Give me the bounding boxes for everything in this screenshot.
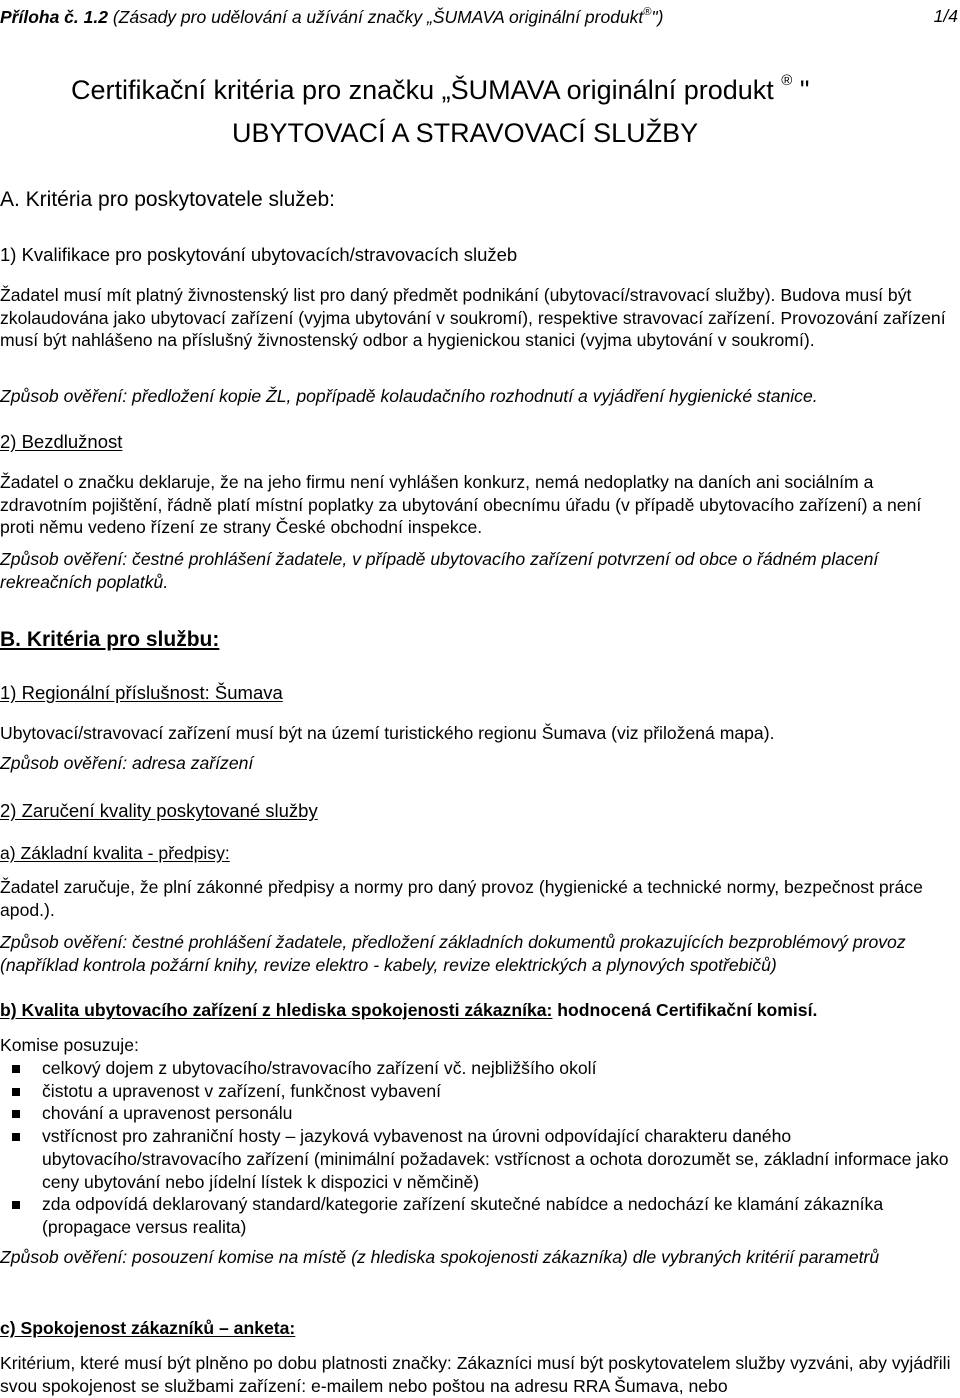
list-item [0, 1080, 958, 1103]
bullet-icon [12, 1065, 20, 1073]
header-prefix: Příloha č. 1.2 [0, 7, 108, 27]
sub-b-heading-suffix: hodnocená Certifikační komisí. [552, 1000, 818, 1020]
section-a-item2-verification: Způsob ověření: čestné prohlášení žadatele, v případě ubytovacího zařízení potvrzení od obce o řádném placení rekreačních poplatků. [0, 549, 879, 592]
list-item [0, 1193, 958, 1238]
list-item [0, 1125, 958, 1193]
section-b-heading: B. Kritéria pro službu: [0, 628, 220, 651]
sub-a-body: Žadatel zaručuje, že plní zákonné předpisy a normy pro daný provoz (hygienické a technické normy, bezpečnost práce apod.). [0, 877, 923, 920]
registered-mark: ® [643, 6, 652, 18]
list-item [0, 1057, 958, 1080]
sub-b-heading-main: b) Kvalita ubytovacího zařízení z hlediska spokojenosti zákazníka: [0, 1000, 553, 1020]
section-a-heading: A. Kritéria pro poskytovatele služeb: [0, 188, 335, 211]
section-b-item1-verification: Způsob ověření: adresa zařízení [0, 753, 254, 773]
section-a-item1-verification: Způsob ověření: předložení kopie ŽL, popřípadě kolaudačního rozhodnutí a vyjádření hygienické stanice. [0, 386, 818, 406]
page-title [71, 72, 809, 106]
section-a-item1-heading: 1) Kvalifikace pro poskytování ubytovacích/stravovacích služeb [0, 244, 518, 265]
header-text: (Zásady pro udělování a užívání značky „ŠUMAVA originální produkt [107, 7, 644, 27]
criteria-list [0, 1057, 958, 1239]
bullet-icon [12, 1110, 20, 1118]
sub-b-verification: Způsob ověření: posouzení komise na místě (z hlediska spokojenosti zákazníka) dle vybraných kritérií parametrů [0, 1247, 880, 1267]
list-item-text: celkový dojem z ubytovacího/stravovacího zařízení vč. nejbližšího okolí [42, 1058, 597, 1078]
list-item-text: zda odpovídá deklarovaný standard/kategorie zařízení skutečné nabídce a nedochází ke klamání zákazníka (propagace versus realita) [42, 1194, 884, 1237]
list-item-text: čistotu a upravenost v zařízení, funkčnost vybavení [42, 1080, 442, 1101]
section-b-item1-heading: 1) Regionální příslušnost: Šumava [0, 682, 283, 703]
sub-c-heading: c) Spokojenost zákazníků – anketa: [0, 1318, 296, 1338]
bullet-icon [12, 1133, 20, 1141]
title-text: Certifikační kritéria pro značku „ŠUMAVA originální produkt [71, 75, 782, 105]
sub-c-body: Kritérium, které musí být plněno po dobu platnosti značky: Zákazníci musí být poskytovatelem služby vyzváni, aby vyjádřili svou spokojenost se službami zařízení: e-mailem nebo poštou na adresu RRA Šumava, nebo [0, 1353, 951, 1396]
title-registered-mark: ® [781, 72, 793, 89]
header-close: ") [651, 7, 664, 27]
section-a-item2-body: Žadatel o značku deklaruje, že na jeho firmu není vyhlášen konkurz, nemá nedoplatky na daních ani sociálním a zdravotním pojištění, řádně platí místní poplatky za ubytování obecnímu úřadu (v případě ubytovacího zařízení) a není proti němu vedeno řízení ze strany České obchodní inspekce. [0, 472, 922, 538]
section-a-item2-heading: 2) Bezdlužnost [0, 431, 123, 452]
page-subtitle: UBYTOVACÍ A STRAVOVACÍ SLUŽBY [232, 118, 699, 148]
section-b-item1-body: Ubytovací/stravovací zařízení musí být na území turistického regionu Šumava (viz přiložená mapa). [0, 723, 775, 743]
section-a-item1-body: Žadatel musí mít platný živnostenský list pro daný předmět podnikání (ubytovací/stravovací služby). Budova musí být zkolaudována jako ubytovací zařízení (vyjma ubytování v soukromí), respektive stravovací zařízení. Provozování zařízení musí být nahlášeno na příslušný živnostenský odbor a hygienickou stanici (vyjma ubytování v soukromí). [0, 285, 946, 351]
section-b-item2-heading: 2) Zaručení kvality poskytované služby [0, 800, 318, 821]
list-item-text: vstřícnost pro zahraniční hosty – jazyková vybavenost na úrovni odpovídající charakteru daného ubytovacího/stravovacího zařízení (minimální požadavek: vstřícnost a ochota dorozumět se, základní informace jako ceny ubytování nebo jídelní lístek k dispozici v němčině) [42, 1126, 949, 1192]
sub-a-heading: a) Základní kvalita - předpisy: [0, 843, 230, 863]
list-item-text: chování a upravenost personálu [42, 1103, 293, 1124]
document-header [0, 6, 663, 28]
title-quote: " [792, 75, 810, 105]
sub-b-intro: Komise posuzuje: [0, 1035, 139, 1055]
page-number: 1/4 [933, 6, 958, 26]
sub-a-verification: Způsob ověření: čestné prohlášení žadatele, předložení základních dokumentů prokazujících bezproblémový provoz (například kontrola požární knihy, revize elektro - kabely, revize elektrických a plynových spotřebičů) [0, 932, 906, 975]
bullet-icon [12, 1201, 20, 1209]
sub-b-heading [0, 1000, 817, 1021]
bullet-icon [12, 1088, 20, 1096]
list-item [0, 1102, 958, 1125]
